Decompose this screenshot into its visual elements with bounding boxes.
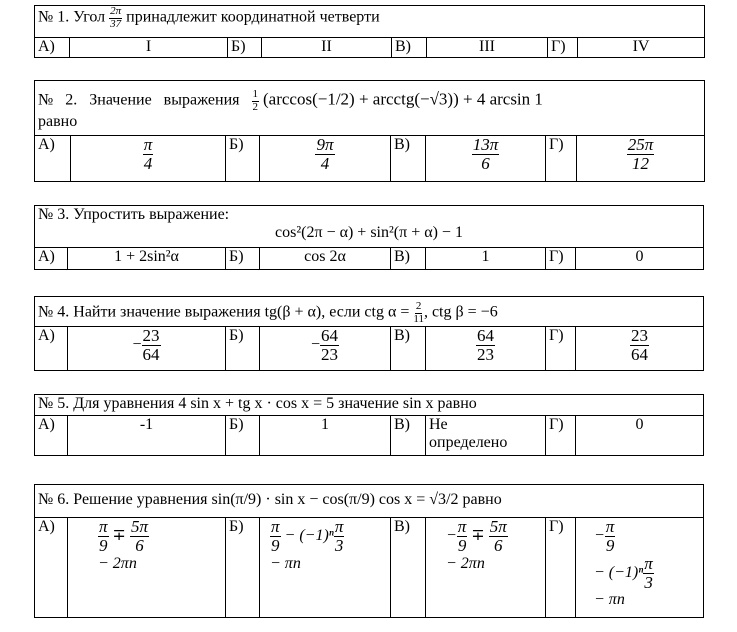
- option-c-value: − $\frac{\pi}{9}$ ∓ $\frac{5\pi}{6}$ − 2πn: [426, 518, 546, 618]
- option-a-value: 1 + 2sin²α: [68, 248, 226, 270]
- question-4-table: [34, 296, 704, 371]
- question-4-text: [35, 297, 704, 327]
- option-b-letter: Б): [226, 518, 260, 618]
- option-c-fraction: $\frac{13\pi}{6}$: [472, 135, 499, 173]
- ctg-fraction: $\frac{2}{11}$: [413, 300, 424, 325]
- question-4-suffix: , ctg β = −6: [423, 303, 498, 321]
- option-c-fraction: $\frac{64}{23}$: [477, 326, 494, 364]
- question-2-expression: (arccos(−1/2) + arcctg(−√3)) + 4 arcsin 1: [263, 89, 543, 109]
- option-d-letter: Г): [546, 327, 576, 371]
- option-b-value: cos 2α: [260, 248, 391, 270]
- option-c-letter: В): [391, 416, 426, 456]
- option-b-value: II: [262, 38, 392, 58]
- option-a-letter: А): [35, 416, 68, 456]
- option-b-value: 1: [260, 416, 391, 456]
- angle-fraction: $\frac{2\pi}{37}$: [110, 5, 122, 30]
- question-2-text: [35, 81, 705, 136]
- question-5-prefix: № 5. Для уравнения: [38, 395, 179, 412]
- option-a-sign: −: [132, 336, 142, 354]
- option-a-fraction: $\frac{23}{64}$: [142, 326, 160, 364]
- option-b-letter: Б): [226, 136, 260, 182]
- question-6-text: [35, 485, 704, 518]
- option-d-fraction: $\frac{23}{64}$: [631, 326, 649, 364]
- option-d-value: 0: [576, 248, 704, 270]
- option-b-letter: Б): [226, 248, 260, 270]
- option-a-value: -1: [68, 416, 226, 456]
- question-3-expression: cos²(2π − α) + sin²(π + α) − 1: [275, 224, 463, 241]
- option-a-letter: А): [35, 327, 68, 371]
- option-b-letter: Б): [226, 416, 260, 456]
- question-5-suffix: значение sin x равно: [334, 395, 477, 412]
- option-c-letter: В): [391, 136, 426, 182]
- question-6-suffix: равно: [458, 491, 502, 508]
- option-a-value: I: [70, 38, 228, 58]
- question-6-table: [34, 484, 704, 618]
- option-c-letter: В): [391, 327, 426, 371]
- half-fraction: $\frac{1}{2}$: [252, 88, 259, 113]
- option-c-letter: В): [391, 248, 426, 270]
- question-6-prefix: № 6. Решение уравнения: [38, 491, 212, 508]
- question-2-table: [34, 80, 705, 182]
- question-3-title: № 3. Упростить выражение:: [38, 206, 230, 223]
- question-6-equation: sin(π/9) · sin x − cos(π/9) cos x = √3/2: [211, 491, 459, 508]
- option-b-fraction: $\frac{9\pi}{4}$: [316, 135, 334, 173]
- option-b-letter: Б): [226, 327, 260, 371]
- question-4-tg: tg(β + α): [264, 303, 322, 321]
- option-a-letter: А): [35, 38, 70, 58]
- question-5-table: [34, 394, 704, 456]
- question-1-prefix: № 1. Угол: [38, 8, 110, 26]
- option-c-letter: В): [392, 38, 427, 58]
- question-2-suffix: равно: [38, 113, 78, 131]
- option-d-letter: Г): [546, 518, 576, 618]
- question-5-text: [35, 395, 704, 416]
- option-d-letter: Г): [546, 136, 577, 182]
- question-5-equation: 4 sin x + tg x · cos x = 5: [178, 395, 335, 412]
- option-d-letter: Г): [548, 38, 578, 58]
- question-4-prefix: № 4. Найти значение выражения: [38, 303, 265, 321]
- question-1-table: [34, 5, 705, 58]
- option-b-value: $\frac{\pi}{9}$ − (−1)ⁿ $\frac{\pi}{3}$ − πn: [260, 518, 391, 618]
- option-b-letter: Б): [228, 38, 262, 58]
- option-c-value: 1: [426, 248, 546, 270]
- option-a-fraction: $\frac{\pi}{4}$: [143, 135, 153, 173]
- option-d-value: 0: [576, 416, 704, 456]
- option-d-letter: Г): [546, 416, 576, 456]
- option-d-letter: Г): [546, 248, 576, 270]
- question-1-text: [35, 6, 705, 38]
- option-a-value: $\frac{\pi}{9}$ ∓ $\frac{5\pi}{6}$ − 2πn: [68, 518, 226, 618]
- question-1-suffix: принадлежит координатной четверти: [126, 8, 380, 26]
- question-3-table: [34, 205, 704, 270]
- option-d-fraction: $\frac{25\pi}{12}$: [627, 135, 654, 173]
- option-a-letter: А): [35, 136, 71, 182]
- question-2-prefix: № 2. Значение выражения: [38, 91, 248, 109]
- option-a-letter: А): [35, 248, 68, 270]
- option-c-letter: В): [391, 518, 426, 618]
- option-b-fraction: $\frac{64}{23}$: [321, 326, 339, 364]
- option-a-letter: А): [35, 518, 68, 618]
- option-c-value: III: [427, 38, 548, 58]
- option-d-value: − $\frac{\pi}{9}$ − (−1)ⁿ $\frac{\pi}{3}$ − πn: [576, 518, 704, 618]
- option-c-value: Не определено: [426, 416, 546, 456]
- question-3-text: [35, 206, 704, 248]
- option-b-sign: −: [310, 336, 321, 354]
- question-4-mid: , если ctg α =: [321, 303, 414, 321]
- option-d-value: IV: [578, 38, 705, 58]
